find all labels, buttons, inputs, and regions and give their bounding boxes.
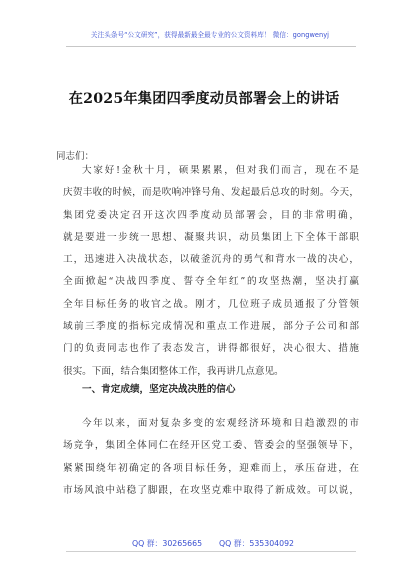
paragraph-line: 工，迅速进入决战状态，以破釜沉舟的勇气和背水一战的决心，	[63, 254, 359, 266]
qq-group-number: 535304092	[249, 539, 295, 548]
footer-divider	[66, 551, 356, 552]
paragraph-line: 今年以来，面对复杂多变的宏观经济环境和日趋激烈的市	[82, 418, 359, 429]
paragraph-line: 域前三季度的指标完成情况和重点工作进展，部分子公司和部	[63, 321, 359, 333]
header-banner: 关注头条号“公文研究”，获得最新最全最专业的公文资料库！ 微信：gongwenyj	[90, 31, 330, 39]
qq-group-label: QQ 群：	[219, 539, 250, 548]
paragraph-line: 紧紧围绕年初确定的各项目标任务，迎难而上，承压奋进，在	[63, 462, 359, 474]
qq-group-number: 30265665	[162, 539, 203, 548]
paragraph-line: 门的负责同志也作了表态发言，讲得都很好，决心很大、措施	[63, 343, 359, 355]
paragraph-line: 全年目标任务的收官之战。刚才，几位班子成员通报了分管领	[63, 298, 359, 310]
paragraph-line: 大家好!金秋十月，硕果累累，但对我们而言，现在不是	[82, 165, 359, 176]
header-divider	[66, 46, 356, 47]
document-title: 在2025年集团四季度动员部署会上的讲话	[68, 91, 340, 107]
paragraph-line: 很实。下面，结合集团整体工作，我再讲几点意见。	[63, 365, 284, 377]
paragraph-1	[63, 160, 359, 383]
paragraph-line: 市场风浪中站稳了脚跟，在攻坚克难中取得了新成效。可以说，	[63, 484, 359, 496]
paragraph-line: 全面掀起“决战四季度、誓夺全年红”的攻坚热潮，坚决打赢	[63, 276, 359, 288]
salutation: 同志们：	[56, 151, 95, 162]
section-heading: 一、肯定成绩，坚定决战决胜的信心	[82, 384, 236, 395]
paragraph-line: 集团党委决定召开这次四季度动员部署会，目的非常明确，	[63, 209, 359, 221]
qq-group-label: QQ 群：	[132, 539, 163, 548]
paragraph-2	[63, 413, 359, 502]
paragraph-line: 场竞争，集团全体同仁在经开区党工委、管委会的坚强领导下，	[63, 440, 359, 452]
paragraph-line: 庆贺丰收的时候，而是吹响冲锋号角、发起最后总攻的时刻。今天，	[63, 187, 359, 199]
paragraph-line: 就是要进一步统一思想、凝聚共识，动员集团上下全体干部职	[63, 231, 359, 243]
footer-contact	[132, 538, 295, 549]
